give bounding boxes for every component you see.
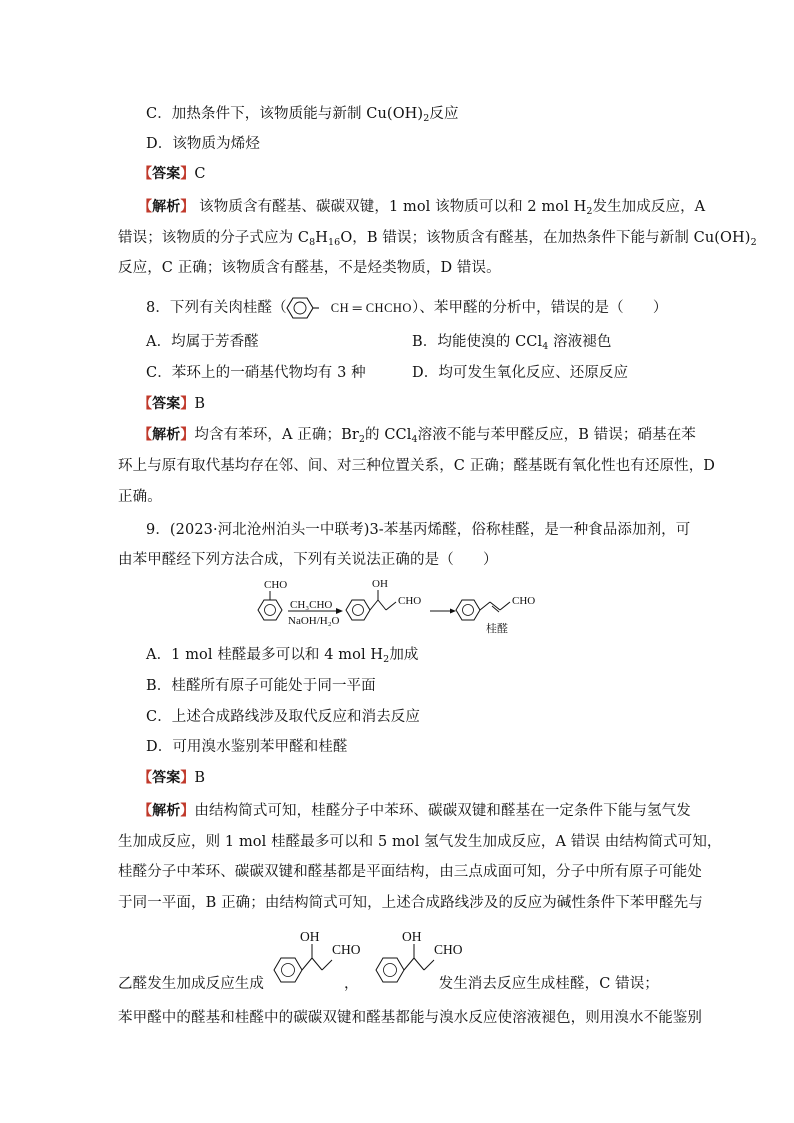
q7-analysis-line-1: 【解析】 该物质含有醛基、碳碳双键，1 mol 该物质可以和 2 mol $H_2$发生加成反应，A — [138, 199, 706, 217]
q9-analysis-line-2: 生加成反应，则 1 mol 桂醛最多可以和 5 mol 氢气发生加成反应，A 错误 由结构简式可知， — [118, 834, 722, 850]
q7-option-d: D．该物质为烯烃 — [146, 136, 260, 152]
benzene-ring-icon — [279, 293, 319, 323]
q9-option-b: B．桂醛所有原子可能处于同一平面 — [146, 678, 376, 694]
q7-analysis-line-3: 反应，C 正确；该物质含有醛基，不是烃类物质，D 错误。 — [118, 260, 501, 276]
q8-analysis-line-1: 【解析】均含有苯环，A 正确；$Br_2$的 CCl$_4$溶液不能与苯甲醛反应，B 错误；硝基在苯 — [138, 427, 696, 445]
cinnamaldehyde-structure — [456, 595, 535, 635]
q9-stem-line-2: 由苯甲醛经下列方法合成，下列有关说法正确的是（ ） — [118, 552, 498, 568]
q7-answer: 【答案】C — [138, 166, 206, 182]
inline-2-cho-label: CHO — [434, 942, 463, 957]
inline-1-cho-label: CHO — [332, 942, 361, 957]
benzaldehyde-cho-label: CHO — [264, 579, 288, 591]
q8-analysis-line-2: 环上与原有取代基均存在邻、间、对三种位置关系，C 正确；醛基既有氧化性也有还原性，D — [118, 458, 716, 474]
q9-answer: 【答案】B — [138, 770, 206, 786]
cinnamaldehyde-side-chain: CH ═ CHCHO — [330, 301, 412, 315]
q7-option-c: C．加热条件下，该物质能与新制 $Cu(OH)_2$反应 — [146, 106, 459, 124]
q8-stem: 8．下列有关肉桂醛（ CH ═ CHCHO）、苯甲醛的分析中，错误的是（ ） — [146, 300, 668, 316]
q8-analysis-line-3: 正确。 — [118, 489, 162, 505]
q9-analysis-line-6: 苯甲醛中的醛基和桂醛中的碳碳双键和醛基都能与溴水反应使溶液褪色，则用溴水不能鉴别 — [118, 1010, 702, 1026]
inline-1-oh-label: OH — [300, 929, 320, 944]
q8-option-c: C．苯环上的一硝基代物均有 3 种 — [146, 365, 366, 381]
q8-option-b: B．均能使溴的 CCl$_4$ 溶液褪色 — [412, 334, 612, 352]
aldol-structure-inline-1 — [268, 926, 378, 990]
q7-analysis-line-2: 错误；该物质的分子式应为 $C_8H_{16}O$，B 错误；该物质含有醛基，在加热条件下能与新制 $Cu(OH)_2$ — [118, 230, 757, 248]
benzaldehyde-structure — [258, 579, 287, 620]
q9-analysis-line-3: 桂醛分子中苯环、碳碳双键和醛基都是平面结构，由三点成面可知，分子中所有原子可能处 — [118, 864, 702, 880]
q9-option-a: A．1 mol 桂醛最多可以和 4 mol $H_2$加成 — [146, 647, 419, 665]
q9-option-d: D．可用溴水鉴别苯甲醛和桂醛 — [146, 739, 348, 755]
synthesis-scheme — [250, 578, 570, 638]
aldol-cho-label: CHO — [398, 595, 422, 607]
cinnamaldehyde-name: 桂醛 — [486, 623, 508, 635]
q9-stem-line-1: 9．(2023·河北沧州泊头一中联考)3-苯基丙烯醛，俗称桂醛，是一种食品添加剂，可 — [146, 522, 691, 538]
q9-analysis-line-1: 【解析】由结构简式可知，桂醛分子中苯环、碳碳双键和醛基在一定条件下能与氢气发 — [138, 803, 691, 819]
cinnamaldehyde-cho-label: CHO — [512, 595, 536, 607]
q9-option-c: C．上述合成路线涉及取代反应和消去反应 — [146, 709, 420, 725]
reagent-bottom: NaOH/H₂O — [288, 615, 340, 627]
q8-answer: 【答案】B — [138, 396, 206, 412]
q8-option-d: D．均可发生氧化反应、还原反应 — [412, 365, 629, 381]
q9-analysis-line-5: 乙醛发生加成反应生成 ， 发生消去反应生成桂醛，C 错误； — [118, 976, 659, 992]
reaction-arrow-1 — [288, 599, 343, 627]
inline-2-oh-label: OH — [402, 929, 422, 944]
q8-option-a: A．均属于芳香醛 — [146, 334, 259, 350]
reagent-top: CH₃CHO — [290, 599, 333, 611]
reaction-arrow-2 — [430, 609, 456, 614]
aldol-oh-label: OH — [372, 578, 388, 590]
aldol-product-structure — [346, 578, 421, 620]
q9-analysis-line-4: 于同一平面，B 正确；由结构简式可知，上述合成路线涉及的反应为碱性条件下苯甲醛先与 — [118, 895, 703, 911]
aldol-structure-inline-2 — [370, 926, 480, 990]
